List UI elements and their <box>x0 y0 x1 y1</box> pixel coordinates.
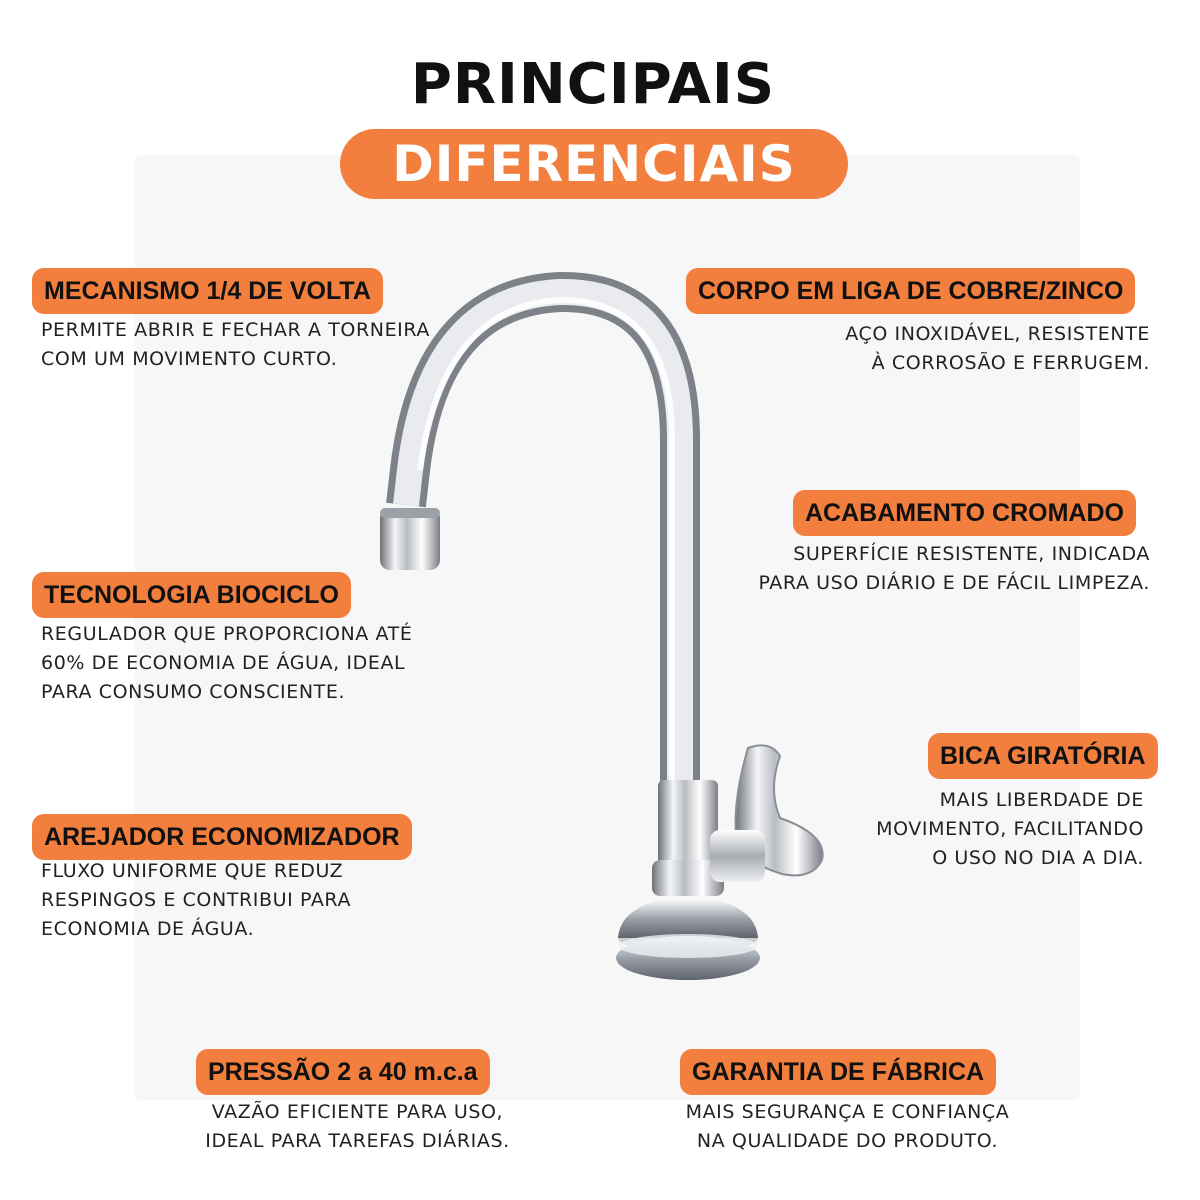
feature-label-corpo: CORPO EM LIGA DE COBRE/ZINCO <box>686 268 1135 314</box>
feature-desc-mecanismo: PERMITE ABRIR E FECHAR A TORNEIRA COM UM MOVIMENTO CURTO. <box>41 319 431 370</box>
feature-desc-garantia: MAIS SEGURANÇA E CONFIANÇA NA QUALIDADE DO PRODUTO. <box>685 1101 1010 1152</box>
feature-label-tecnologia: TECNOLOGIA BIOCICLO <box>32 572 351 618</box>
feature-label-arejador: AREJADOR ECONOMIZADOR <box>32 814 412 860</box>
feature-desc-tecnologia: REGULADOR QUE PROPORCIONA ATÉ 60% DE ECONOMIA DE ÁGUA, IDEAL PARA CONSUMO CONSCIENTE. <box>41 623 413 703</box>
feature-label-mecanismo: MECANISMO 1/4 DE VOLTA <box>32 268 383 314</box>
feature-label-bica: BICA GIRATÓRIA <box>928 733 1158 779</box>
feature-desc-pressao: VAZÃO EFICIENTE PARA USO, IDEAL PARA TAREFAS DIÁRIAS. <box>205 1101 510 1152</box>
feature-desc-arejador: FLUXO UNIFORME QUE REDUZ RESPINGOS E CONTRIBUI PARA ECONOMIA DE ÁGUA. <box>41 860 352 940</box>
feature-desc-corpo: AÇO INOXIDÁVEL, RESISTENTE À CORROSÃO E FERRUGEM. <box>845 323 1150 374</box>
chrome-faucet-icon <box>370 270 850 990</box>
feature-desc-acabamento: SUPERFÍCIE RESISTENTE, INDICADA PARA USO DIÁRIO E DE FÁCIL LIMPEZA. <box>758 543 1150 594</box>
feature-desc-bica: MAIS LIBERDADE DE MOVIMENTO, FACILITANDO O USO NO DIA A DIA. <box>876 789 1144 869</box>
page-subtitle-pill: DIFERENCIAIS <box>340 129 848 199</box>
feature-label-acabamento: ACABAMENTO CROMADO <box>793 490 1136 536</box>
feature-label-garantia: GARANTIA DE FÁBRICA <box>680 1049 996 1095</box>
feature-label-pressao: PRESSÃO 2 a 40 m.c.a <box>196 1049 490 1095</box>
page-title: PRINCIPAIS <box>410 52 776 117</box>
